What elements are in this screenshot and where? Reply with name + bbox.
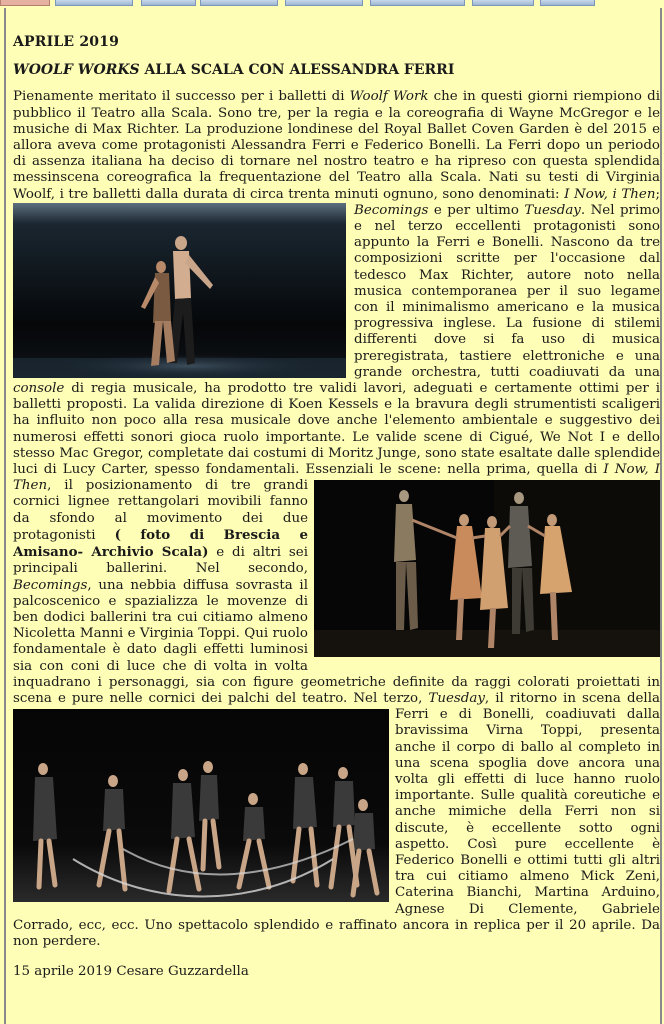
signature: 15 aprile 2019 Cesare Guzzardella [13,964,249,980]
article-body [13,89,660,950]
right-border [660,8,662,1024]
nav-button-5[interactable] [285,0,363,6]
work-title-tuesday: Tuesday [524,202,581,218]
photo-credit: ( foto di Brescia e Amisano- Archivio Scala) [13,526,309,561]
nav-button-3[interactable] [141,0,196,6]
date-heading: APRILE 2019 [13,34,120,50]
top-navigation [0,0,664,8]
photo-corps-de-ballet [13,709,389,902]
article-title-rest: ALLA SCALA CON ALESSANDRA FERRI [139,62,455,79]
work-title: Woolf Work [349,89,429,105]
body-text-segment: ; [655,186,660,202]
duet-photo-image [13,203,346,378]
body-text-segment: e per ultimo [428,202,525,218]
work-title-becomings: Becomings [354,202,429,218]
work-title-tuesday: Tuesday [428,690,485,706]
body-text-segment: che in questi giorni riempiono di pubblico il Teatro alla Scala. Sono tre, per la regia e la coreografia di Wayne McGregor e le musiche di Max Richter. La produzione londinese del Royal Ballet Coven Garden è del 2015 e allora aveva come protagonisti Alessandra Ferri e Federico Bonelli. La Ferri dopo un periodo di assenza italiana ha deciso di tornare nel nostro teatro e ha ripreso con questa splendida messinscena coreografica la frequentazione del Teatro alla Scala. Nati su testi di Virginia Woolf, i tre balletti dalla durata di circa trenta minuti ognuno, sono denominati: [13,89,660,202]
nav-button-4[interactable] [200,0,278,6]
nav-button-2[interactable] [55,0,133,6]
corps-de-ballet-photo-image [13,709,389,902]
body-text-segment: . Nel primo e nel terzo eccellenti protagonisti sono appunto la Ferri e Bonelli. Nascono da tre composizioni scritte per l'occasione dal tedesco Max Richter, autore noto nella musica contemporanea per il suo legame con il minimalismo americano e la musica progressiva inglese. La fusione di stilemi differenti dove si fa uso di musica preregistrata, tastiere elettroniche e una grande orchestra, tutti coadiuvati da una [354,202,660,380]
work-title-becomings: Becomings [13,577,88,593]
italic-term-console: console [13,381,65,397]
body-text-segment: Pienamente meritato il successo per i balletti di [13,89,350,105]
body-text-segment: , il ritorno in scena della Ferri e di Bonelli, coadiuvati dalla bravissima Virna Toppi, presenta anche il corpo di ballo al completo in una scena spoglia dove ancora una volta gli effetti di luce hanno ruolo importante. Sulle qualità coreutiche e anche mimiche della Ferri non si discute, è eccellente sotto ogni aspetto. Così pure eccellente è Federico Bonelli e ottimi tutti gli altri tra cui citiamo almeno Mick Zeni, Caterina Bianchi, Martina Arduino, Agnese Di Clemente, Gabriele Corrado, ecc, ecc. Uno spettacolo splendido e raffinato ancora in replica per il 20 aprile. Da non perdere. [13,690,660,949]
work-title-i-now-i-then: I Now, i Then [564,186,656,202]
article-title-italic: WOOLF WORKS [13,62,140,79]
photo-ferri-bonelli-duet [13,203,346,378]
photo-ring-of-dancers [314,480,660,657]
article-title [13,62,660,78]
ring-dancers-photo-image [314,480,660,657]
left-border [4,8,6,1024]
nav-button-7[interactable] [472,0,534,6]
nav-button-6[interactable] [370,0,465,6]
body-text-segment: , una nebbia diffusa sovrasta il palcoscenico e spazializza le movenze di ben dodici ballerini tra cui citiamo almeno Nicoletta Manni e Virginia Toppi. Qui ruolo fondamentale è dato dagli effetti luminosi sia con coni di luce che di volta in volta inquadrano i personaggi, sia con figure geometriche definite da raggi colorati proiettati in scena e pure nelle cornici dei palchi del teatro. Nel terzo, [13,577,660,706]
body-text-segment: di regia musicale, ha prodotto tre validi lavori, adeguati e certamente ottimi per i balletti proposti. La valida direzione di Koen Kessels e la bravura degli strumentisti scaligeri ha influito non poco alla resa musicale dove anche l'elemento ambientale e suggestivo dei numerosi effetti sonori gioca ruolo importante. Le valide scene di Cigué, We Not I e dello stesso Mac Gregor, completate dai costumi di Moritz Junge, sono state esaltate dalle splendide luci di Lucy Carter, spesso fondamentali. Essenziali le scene: nella prima, quella di [13,381,660,478]
body-text-segment: , il posizionamento di tre grandi cornici lignee rettangolari movibili fanno da sfondo al movimento dei due protagonisti [13,478,308,543]
nav-button-1[interactable] [0,0,50,6]
body-text-segment: e di altri sei principali ballerini. Nel secondo, [13,545,309,577]
article [13,34,660,980]
work-title-i-now-i-then: I Now, I Then [13,462,660,494]
nav-button-8[interactable] [540,0,595,6]
